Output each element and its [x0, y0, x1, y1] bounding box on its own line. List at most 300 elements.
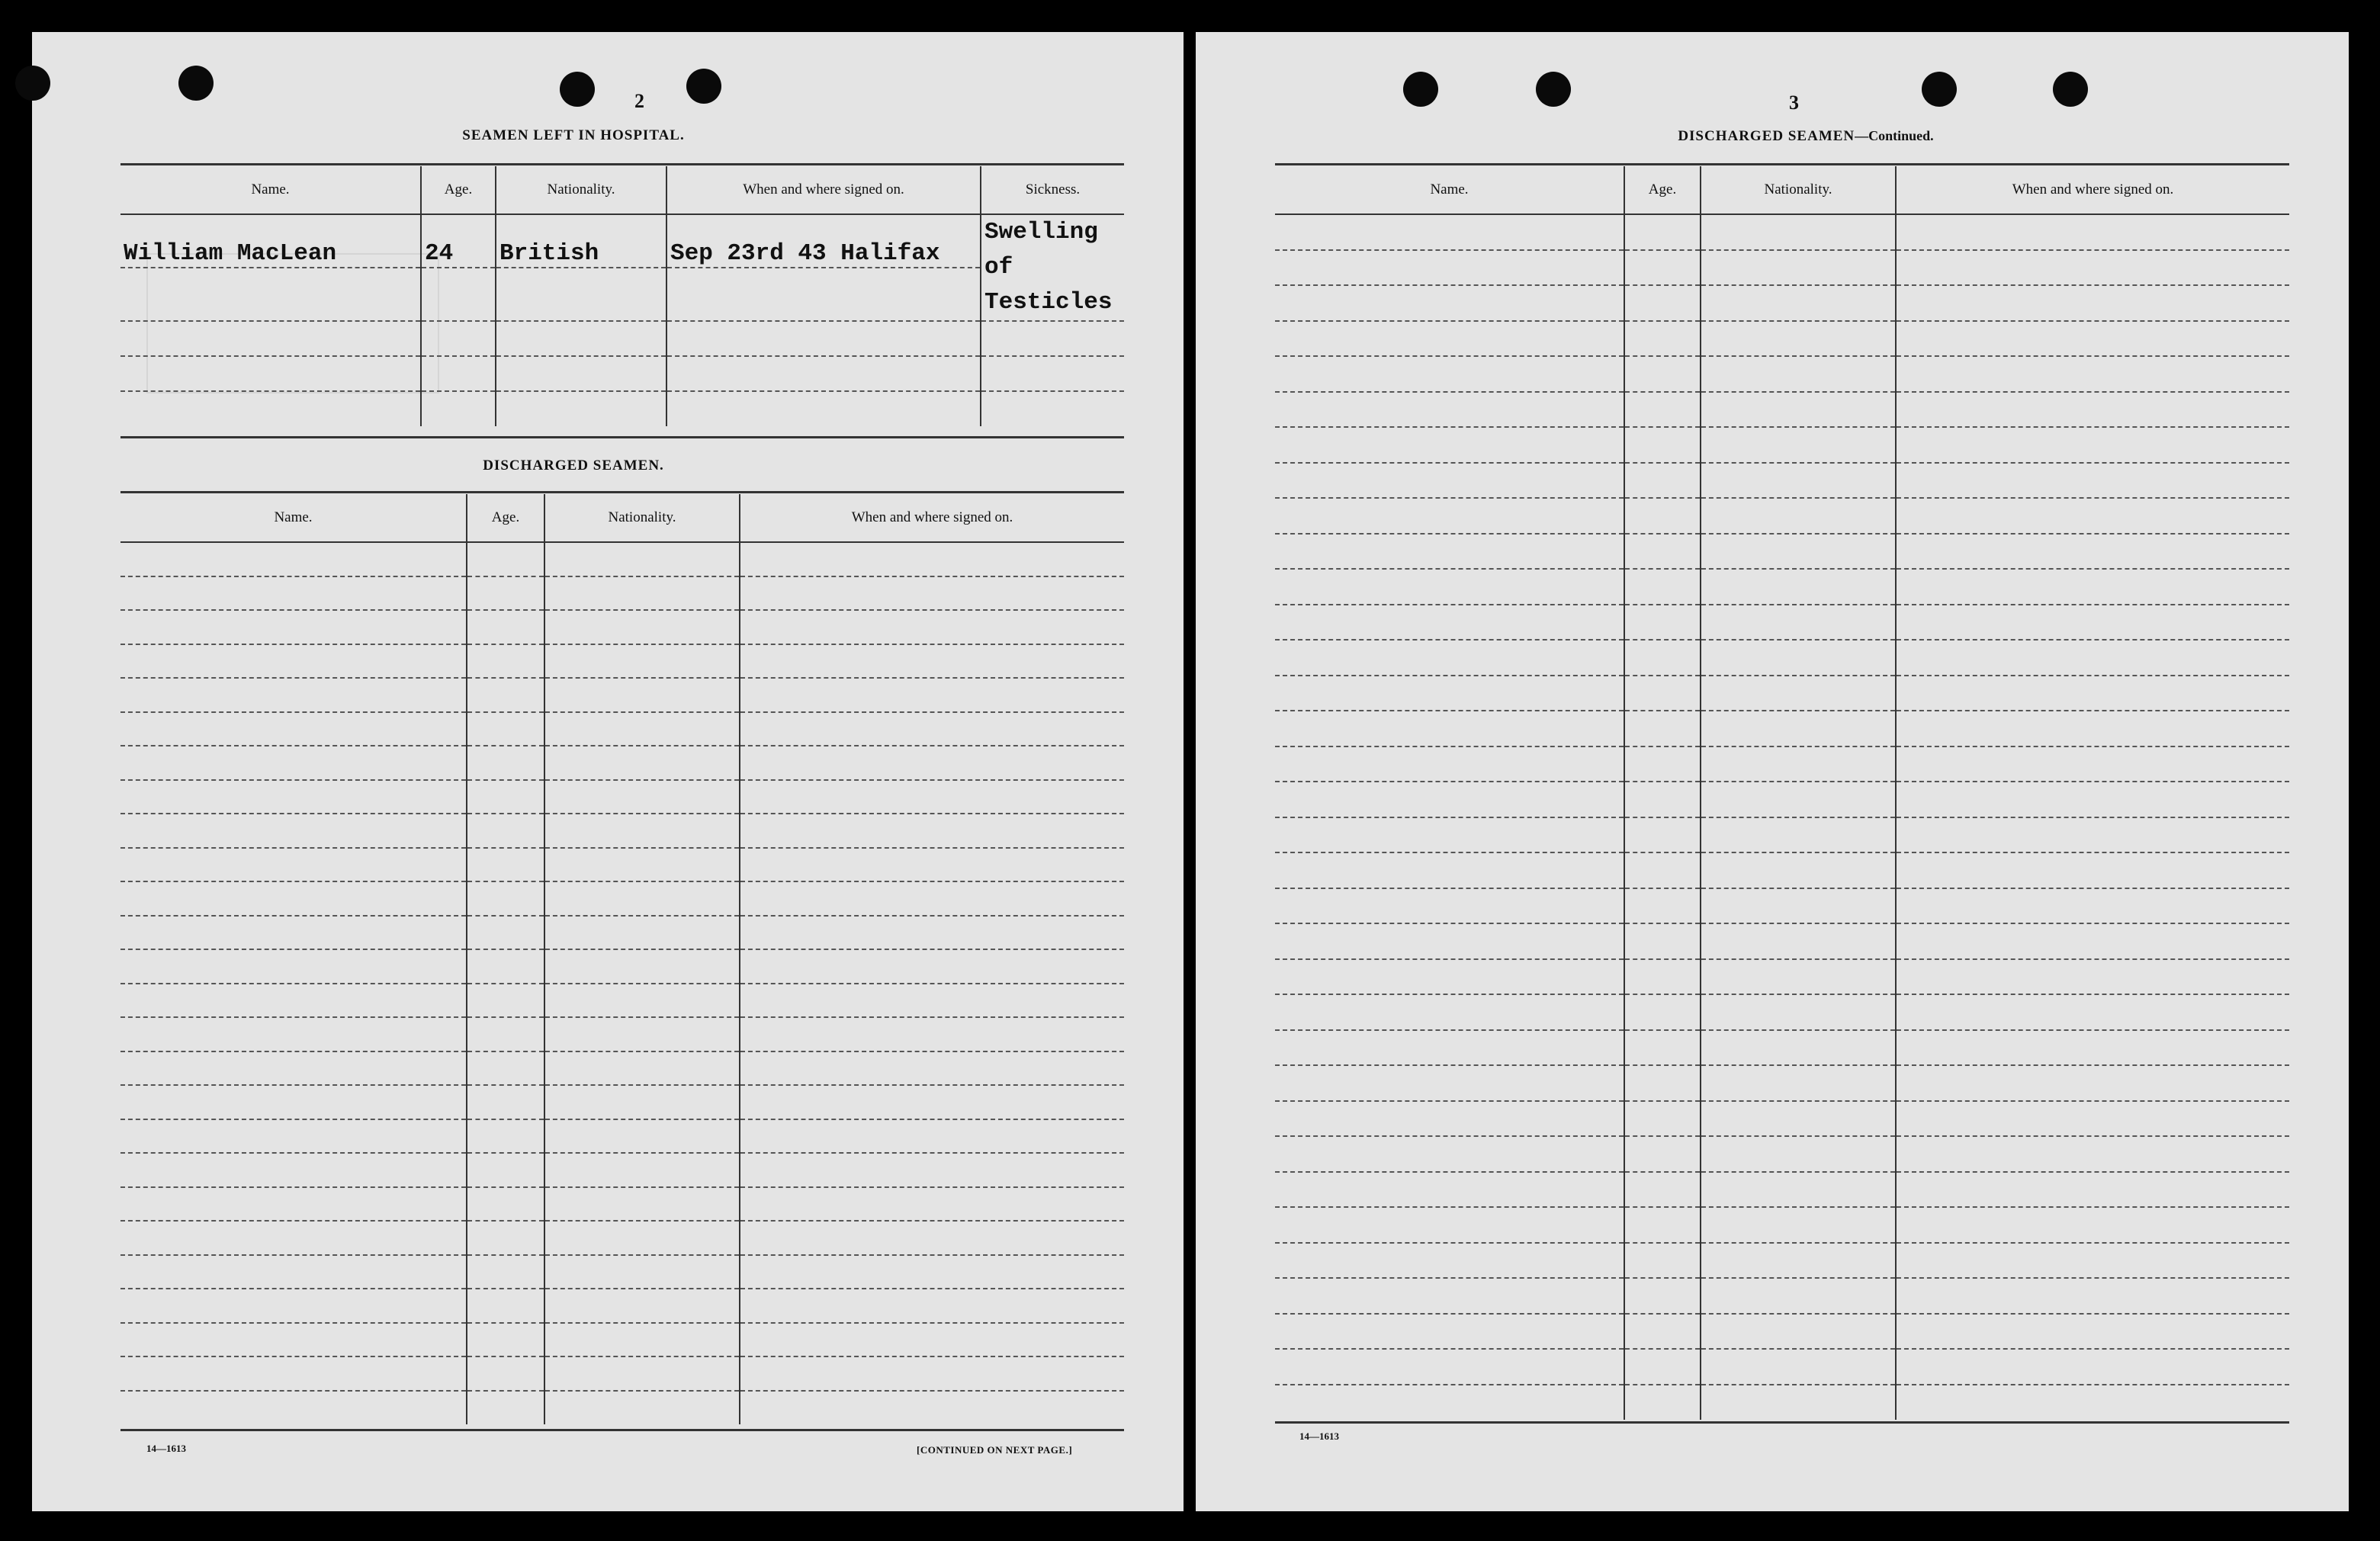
- table-row: [1275, 321, 2289, 357]
- table-cell: [544, 1153, 740, 1187]
- table-row: [1275, 676, 2289, 711]
- table-cell: [1624, 392, 1701, 428]
- table-row: [1275, 782, 2289, 817]
- table-row: [1275, 1101, 2289, 1137]
- table-cell: [1624, 321, 1701, 357]
- table-cell: [740, 1051, 1124, 1086]
- table-cell: [1624, 1030, 1701, 1066]
- table-cell: [1896, 923, 2289, 959]
- punch-hole: [560, 72, 595, 107]
- table-cell: [1896, 1385, 2289, 1421]
- table-cell: [1701, 1136, 1896, 1172]
- table-cell: [1701, 994, 1896, 1030]
- table-cell: [740, 644, 1124, 679]
- table-cell: [740, 1221, 1124, 1255]
- table-row: [1275, 498, 2289, 534]
- table-cell: [544, 576, 740, 611]
- table-cell: [1701, 1278, 1896, 1314]
- discharged-table: [120, 494, 1124, 1424]
- table-cell: [120, 1391, 467, 1425]
- table-cell: [1624, 250, 1701, 286]
- table-cell: [120, 746, 467, 780]
- table-cell: [740, 1323, 1124, 1357]
- table-cell: [1624, 852, 1701, 888]
- table-cell: [544, 1323, 740, 1357]
- table-cell: [467, 1187, 544, 1222]
- table-cell: [740, 678, 1124, 712]
- table-cell: [467, 984, 544, 1018]
- table-cell: [1275, 463, 1624, 499]
- table-cell: [120, 881, 467, 916]
- table-row: [120, 949, 1124, 984]
- punch-hole: [1922, 72, 1957, 107]
- right-page: [1196, 32, 2349, 1511]
- table-cell: [1701, 285, 1896, 321]
- table-cell: [544, 1255, 740, 1289]
- seaman-nationality: British: [496, 214, 666, 268]
- table-cell: [740, 1187, 1124, 1222]
- table-cell: [467, 610, 544, 644]
- col-header-name: Name.: [1275, 166, 1624, 214]
- table-cell: [1896, 498, 2289, 534]
- table-cell: [1701, 321, 1896, 357]
- table-cell: [1275, 285, 1624, 321]
- table-cell: [544, 814, 740, 848]
- table-cell: [1624, 1101, 1701, 1137]
- table-cell: [1701, 1030, 1896, 1066]
- table-cell: [1624, 569, 1701, 605]
- table-row: [1275, 994, 2289, 1030]
- table-cell: [740, 1017, 1124, 1051]
- table-cell: [740, 1153, 1124, 1187]
- col-header-age: Age.: [467, 494, 544, 542]
- table-cell: [544, 984, 740, 1018]
- table-cell: [1896, 1065, 2289, 1101]
- table-cell: [1275, 1349, 1624, 1385]
- table-cell: [1624, 959, 1701, 995]
- table-row: [1275, 1349, 2289, 1385]
- table-cell: [1896, 782, 2289, 817]
- table-cell: [120, 780, 467, 814]
- table-cell: [1701, 214, 1896, 250]
- table-cell: [1624, 356, 1701, 392]
- col-header-age: Age.: [421, 166, 496, 214]
- table-cell: [1275, 923, 1624, 959]
- table-row: [120, 984, 1124, 1018]
- table-cell: [1701, 534, 1896, 570]
- table-cell: [1275, 676, 1624, 711]
- table-cell: [740, 848, 1124, 882]
- table-cell: [1275, 711, 1624, 746]
- table-cell: [1624, 711, 1701, 746]
- table-cell: [1624, 923, 1701, 959]
- table-row: [120, 214, 1124, 268]
- table-row: [1275, 746, 2289, 782]
- table-cell: [1624, 640, 1701, 676]
- table-cell: [1624, 605, 1701, 640]
- table-cell: [467, 712, 544, 746]
- table-cell: [1624, 534, 1701, 570]
- table-cell: [1701, 463, 1896, 499]
- table-cell: [1624, 782, 1701, 817]
- table-row: [120, 678, 1124, 712]
- table-cell: [1896, 888, 2289, 924]
- table-cell: [467, 678, 544, 712]
- punch-hole: [1403, 72, 1438, 107]
- table-cell: [544, 1051, 740, 1086]
- discharged-table: [1275, 166, 2289, 1420]
- table-cell: [544, 1356, 740, 1391]
- table-cell: [1701, 427, 1896, 463]
- table-row: [1275, 1243, 2289, 1279]
- table-cell: [120, 1017, 467, 1051]
- table-cell: [1624, 214, 1701, 250]
- seaman-name: William MacLean: [120, 214, 421, 268]
- table-cell: [1275, 1172, 1624, 1208]
- table-row: [120, 1085, 1124, 1119]
- table-cell: [120, 1221, 467, 1255]
- table-cell: [1896, 1207, 2289, 1243]
- table-row: [120, 610, 1124, 644]
- table-cell: [1896, 1349, 2289, 1385]
- table-cell: [740, 1391, 1124, 1425]
- section-rule: [120, 163, 1124, 165]
- table-cell: [120, 814, 467, 848]
- table-cell: [1896, 1136, 2289, 1172]
- table-cell: [1701, 711, 1896, 746]
- table-row: [120, 1221, 1124, 1255]
- table-cell: [1701, 356, 1896, 392]
- table-cell: [1275, 1030, 1624, 1066]
- table-cell: [740, 1119, 1124, 1154]
- table-cell: [120, 949, 467, 984]
- table-cell: [1624, 498, 1701, 534]
- table-cell: [1275, 569, 1624, 605]
- table-cell: [1275, 640, 1624, 676]
- table-cell: [1896, 250, 2289, 286]
- table-row: [1275, 1172, 2289, 1208]
- table-cell: [1896, 356, 2289, 392]
- table-cell: [1701, 1207, 1896, 1243]
- table-cell: [1701, 640, 1896, 676]
- table-cell: [1275, 392, 1624, 428]
- table-cell: [1275, 605, 1624, 640]
- table-cell: [1701, 746, 1896, 782]
- table-row: [120, 356, 1124, 391]
- table-cell: [467, 1255, 544, 1289]
- table-row: [1275, 356, 2289, 392]
- table-cell: [1275, 817, 1624, 853]
- table-cell: [1701, 1172, 1896, 1208]
- table-cell: [1275, 498, 1624, 534]
- table-cell: [1896, 817, 2289, 853]
- table-cell: [1275, 427, 1624, 463]
- col-header-nationality: Nationality.: [496, 166, 666, 214]
- table-cell: [120, 678, 467, 712]
- table-cell: [544, 1187, 740, 1222]
- table-cell: [740, 1255, 1124, 1289]
- table-cell: [544, 881, 740, 916]
- table-row: [1275, 214, 2289, 250]
- col-header-signed-on: When and where signed on.: [666, 166, 981, 214]
- table-cell: [1624, 1136, 1701, 1172]
- table-cell: [120, 1289, 467, 1323]
- table-cell: [1896, 214, 2289, 250]
- table-cell: [1275, 1065, 1624, 1101]
- table-cell: [1275, 250, 1624, 286]
- table-cell: [1896, 534, 2289, 570]
- table-cell: [120, 916, 467, 950]
- table-cell: [1896, 711, 2289, 746]
- table-row: [1275, 1136, 2289, 1172]
- seaman-sickness: Swelling of Testicles: [981, 214, 1124, 321]
- table-cell: [120, 1153, 467, 1187]
- table-row: [1275, 392, 2289, 428]
- table-row: [120, 542, 1124, 576]
- table-cell: [740, 949, 1124, 984]
- table-row: [120, 1323, 1124, 1357]
- col-header-nationality: Nationality.: [544, 494, 740, 542]
- table-row: [1275, 1207, 2289, 1243]
- table-row: [120, 780, 1124, 814]
- table-row: [120, 848, 1124, 882]
- table-row: [1275, 427, 2289, 463]
- table-cell: [120, 542, 467, 576]
- table-cell: [1896, 746, 2289, 782]
- table-cell: [1896, 959, 2289, 995]
- continued-note: [CONTINUED ON NEXT PAGE.]: [917, 1444, 1073, 1456]
- table-row: [1275, 1314, 2289, 1350]
- table-cell: [467, 1017, 544, 1051]
- table-cell: [740, 881, 1124, 916]
- table-cell: [467, 1323, 544, 1357]
- table-cell: [1896, 605, 2289, 640]
- table-row: [1275, 285, 2289, 321]
- table-cell: [467, 949, 544, 984]
- table-cell: [740, 1356, 1124, 1391]
- seaman-signed-on: Sep 23rd 43 Halifax: [666, 214, 981, 268]
- table-cell: [1624, 1278, 1701, 1314]
- col-header-sickness: Sickness.: [981, 166, 1124, 214]
- discharged-section-title: DISCHARGED SEAMEN.: [483, 457, 664, 474]
- table-cell: [1701, 569, 1896, 605]
- col-header-signed-on: When and where signed on.: [740, 494, 1124, 542]
- table-cell: [1896, 569, 2289, 605]
- table-cell: [544, 949, 740, 984]
- table-cell: [1701, 392, 1896, 428]
- table-cell: [544, 848, 740, 882]
- section-rule: [1275, 1421, 2289, 1424]
- table-cell: [120, 712, 467, 746]
- table-cell: [1701, 782, 1896, 817]
- table-cell: [120, 1119, 467, 1154]
- table-row: [120, 1289, 1124, 1323]
- table-cell: [1896, 463, 2289, 499]
- table-cell: [1701, 852, 1896, 888]
- table-cell: [544, 1289, 740, 1323]
- table-cell: [1896, 1243, 2289, 1279]
- table-row: [120, 1051, 1124, 1086]
- table-cell: [1275, 356, 1624, 392]
- table-cell: [1624, 994, 1701, 1030]
- table-cell: [544, 678, 740, 712]
- table-row: [120, 916, 1124, 950]
- table-cell: [467, 881, 544, 916]
- table-cell: [544, 1017, 740, 1051]
- table-cell: [544, 644, 740, 679]
- table-row: [1275, 1030, 2289, 1066]
- table-row: [120, 881, 1124, 916]
- table-cell: [120, 576, 467, 611]
- table-cell: [544, 1221, 740, 1255]
- section-title: DISCHARGED SEAMEN: [1678, 128, 1855, 144]
- table-cell: [1624, 285, 1701, 321]
- table-row: [1275, 463, 2289, 499]
- table-cell: [1896, 852, 2289, 888]
- table-cell: [467, 1221, 544, 1255]
- table-cell: [467, 576, 544, 611]
- table-cell: [1275, 321, 1624, 357]
- punch-hole: [178, 66, 214, 101]
- table-cell: [544, 780, 740, 814]
- table-cell: [1275, 994, 1624, 1030]
- page-number: 3: [1789, 91, 1799, 114]
- table-cell: [740, 746, 1124, 780]
- table-cell: [1701, 676, 1896, 711]
- table-cell: [1896, 994, 2289, 1030]
- table-row: [1275, 605, 2289, 640]
- table-cell: [1275, 888, 1624, 924]
- left-page: [32, 32, 1184, 1511]
- table-cell: [1275, 782, 1624, 817]
- table-row: [1275, 1065, 2289, 1101]
- table-cell: [120, 644, 467, 679]
- table-cell: [467, 644, 544, 679]
- table-cell: [1896, 1030, 2289, 1066]
- table-cell: [467, 1051, 544, 1086]
- table-cell: [120, 610, 467, 644]
- table-cell: [1701, 923, 1896, 959]
- table-cell: [1896, 640, 2289, 676]
- table-cell: [467, 916, 544, 950]
- table-cell: [1275, 534, 1624, 570]
- table-row: [120, 321, 1124, 356]
- table-cell: [1701, 1385, 1896, 1421]
- table-cell: [1275, 959, 1624, 995]
- table-cell: [1275, 1278, 1624, 1314]
- table-cell: [467, 848, 544, 882]
- table-cell: [740, 780, 1124, 814]
- table-cell: [120, 1323, 467, 1357]
- discharged-continued-title: [1539, 128, 2073, 145]
- punch-hole: [686, 69, 721, 104]
- table-row: [120, 1391, 1124, 1425]
- table-cell: [740, 814, 1124, 848]
- punch-hole: [2053, 72, 2088, 107]
- table-cell: [120, 1356, 467, 1391]
- table-cell: [120, 848, 467, 882]
- section-rule: [120, 436, 1124, 438]
- table-row: [120, 814, 1124, 848]
- table-cell: [1701, 817, 1896, 853]
- table-row: [1275, 959, 2289, 995]
- seaman-age: 24: [421, 214, 496, 268]
- table-cell: [1896, 1172, 2289, 1208]
- table-cell: [467, 1289, 544, 1323]
- table-row: [1275, 250, 2289, 286]
- table-row: [1275, 817, 2289, 853]
- table-cell: [1624, 1065, 1701, 1101]
- table-cell: [544, 610, 740, 644]
- table-row: [120, 268, 1124, 321]
- table-cell: [740, 1085, 1124, 1119]
- table-cell: [467, 746, 544, 780]
- table-cell: [1275, 1207, 1624, 1243]
- table-cell: [467, 1391, 544, 1425]
- table-cell: [1624, 1172, 1701, 1208]
- punch-hole: [15, 66, 50, 101]
- table-cell: [1701, 605, 1896, 640]
- table-cell: [740, 576, 1124, 611]
- table-cell: [1624, 1385, 1701, 1421]
- col-header-signed-on: When and where signed on.: [1896, 166, 2289, 214]
- table-cell: [544, 542, 740, 576]
- table-cell: [740, 984, 1124, 1018]
- table-cell: [1896, 321, 2289, 357]
- table-row: [120, 1153, 1124, 1187]
- table-cell: [740, 916, 1124, 950]
- punch-hole: [1536, 72, 1571, 107]
- table-cell: [467, 1085, 544, 1119]
- section-rule: [1275, 163, 2289, 165]
- table-cell: [1275, 746, 1624, 782]
- table-cell: [1275, 1314, 1624, 1350]
- table-row: [120, 1255, 1124, 1289]
- table-cell: [120, 1051, 467, 1086]
- table-row: [120, 712, 1124, 746]
- col-header-name: Name.: [120, 494, 467, 542]
- table-cell: [544, 916, 740, 950]
- table-row: [1275, 852, 2289, 888]
- table-cell: [467, 780, 544, 814]
- table-row: [120, 1356, 1124, 1391]
- table-cell: [740, 712, 1124, 746]
- table-row: [1275, 1385, 2289, 1421]
- table-cell: [1275, 852, 1624, 888]
- table-cell: [1896, 1101, 2289, 1137]
- hospital-table: [120, 166, 1124, 426]
- section-rule: [120, 491, 1124, 493]
- table-cell: [467, 1119, 544, 1154]
- table-cell: [544, 1085, 740, 1119]
- table-cell: [467, 542, 544, 576]
- table-cell: [1624, 463, 1701, 499]
- table-row: [120, 576, 1124, 611]
- table-cell: [1275, 214, 1624, 250]
- table-cell: [1624, 1349, 1701, 1385]
- table-cell: [1701, 1349, 1896, 1385]
- col-header-name: Name.: [120, 166, 421, 214]
- table-cell: [1701, 1065, 1896, 1101]
- table-cell: [1624, 746, 1701, 782]
- page-number: 2: [634, 90, 644, 112]
- table-cell: [1701, 1101, 1896, 1137]
- section-rule: [120, 1429, 1124, 1431]
- table-cell: [1275, 1101, 1624, 1137]
- table-cell: [740, 1289, 1124, 1323]
- table-cell: [544, 746, 740, 780]
- table-row: [1275, 923, 2289, 959]
